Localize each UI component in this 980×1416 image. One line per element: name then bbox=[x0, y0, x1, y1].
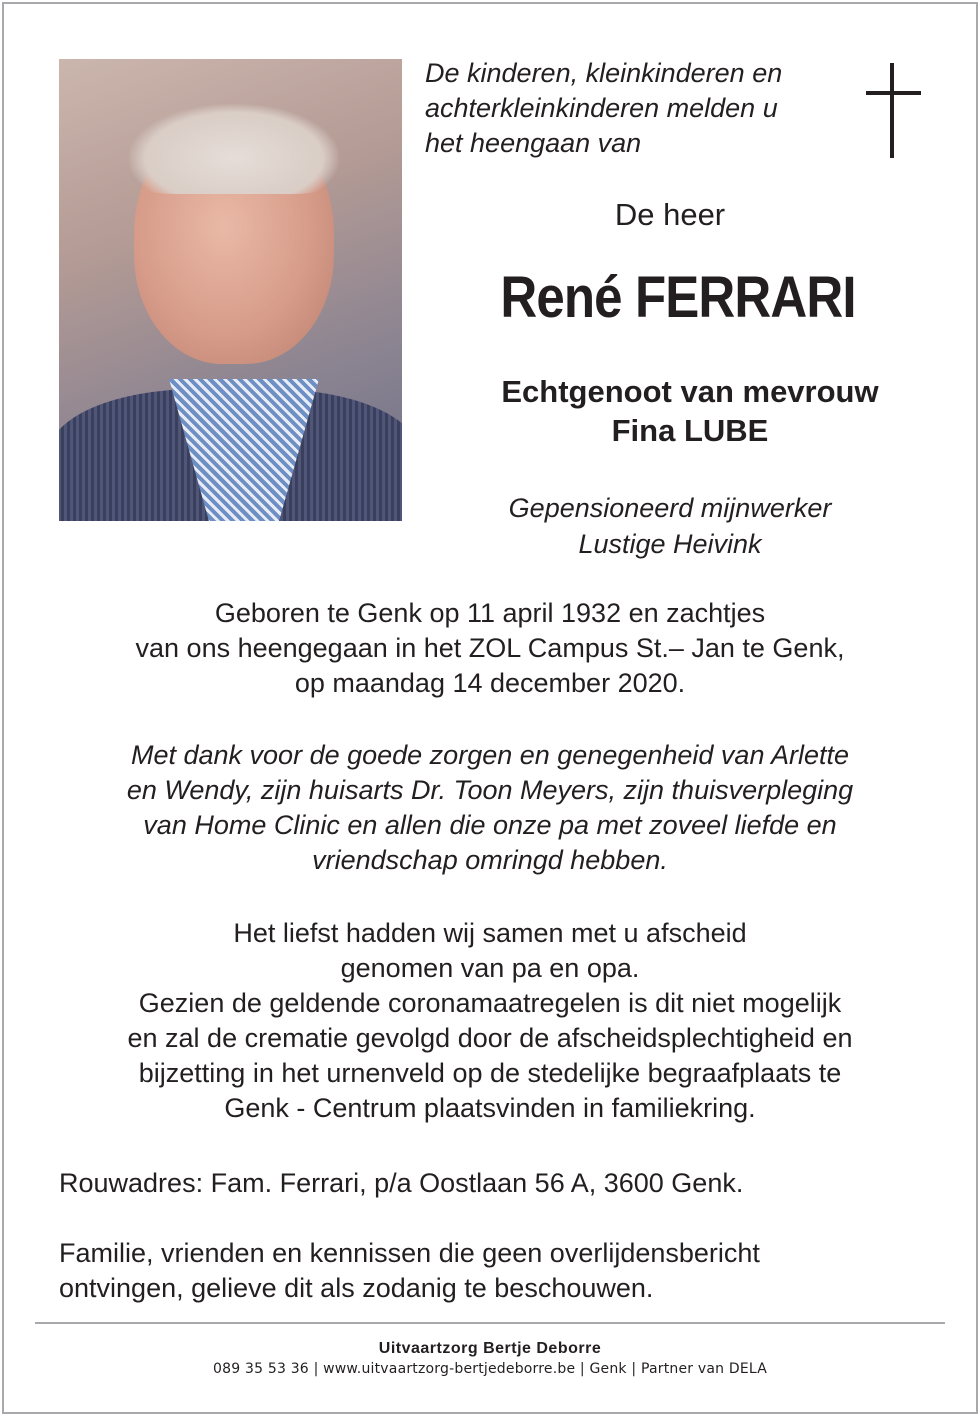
salutation: De heer bbox=[614, 197, 726, 232]
text-line: van ons heengegaan in het ZOL Campus St.– Jan te Genk, bbox=[135, 633, 845, 663]
spouse-name: Fina LUBE bbox=[611, 413, 769, 448]
cross-icon bbox=[866, 63, 921, 158]
text-line: Geboren te Genk op 11 april 1932 en zachtjes bbox=[214, 598, 766, 628]
text-line: ontvingen, gelieve dit als zodanig te beschouwen. bbox=[59, 1273, 654, 1303]
text-line: op maandag 14 december 2020. bbox=[294, 668, 686, 698]
intro-line: achterkleinkinderen melden u bbox=[425, 93, 778, 123]
spouse-info bbox=[420, 372, 960, 450]
text-line: Met dank voor de goede zorgen en genegenheid van Arlette bbox=[130, 740, 850, 770]
text-line: van Home Clinic en allen die onze pa met zoveel liefde en bbox=[143, 810, 837, 840]
text-line: genomen van pa en opa. bbox=[340, 953, 640, 983]
text-line: bijzetting in het urnenveld op de stedelijke begraafplaats te bbox=[138, 1058, 842, 1088]
deceased-name: René FERRARI bbox=[500, 265, 856, 330]
undertaker-contact: 089 35 53 36 | www.uitvaartzorg-bertjedeborre.be | Genk | Partner van DELA bbox=[213, 1361, 767, 1377]
portrait-photo bbox=[59, 59, 402, 521]
text-line: vriendschap omringd hebben. bbox=[312, 845, 668, 875]
thanks-text bbox=[40, 738, 940, 878]
text-line: en zal de crematie gevolgd door de afscheidsplechtigheid en bbox=[127, 1023, 853, 1053]
text-line: Het liefst hadden wij samen met u afscheid bbox=[233, 918, 747, 948]
text-line: Genk - Centrum plaatsvinden in familiekring. bbox=[224, 1093, 756, 1123]
occupation bbox=[450, 490, 890, 562]
undertaker-name: Uitvaartzorg Bertje Deborre bbox=[378, 1340, 602, 1357]
farewell-text bbox=[40, 916, 940, 1126]
text-line: Gezien de geldende coronamaatregelen is dit niet mogelijk bbox=[138, 988, 842, 1018]
spouse-line: Echtgenoot van mevrouw bbox=[501, 374, 879, 409]
intro-line: het heengaan van bbox=[425, 128, 642, 158]
occupation-line: Lustige Heivink bbox=[578, 529, 762, 559]
birth-death-text bbox=[40, 596, 940, 701]
notice-text bbox=[59, 1236, 939, 1306]
footer-divider bbox=[35, 1322, 945, 1324]
mourning-address: Rouwadres: Fam. Ferrari, p/a Oostlaan 56 A, 3600 Genk. bbox=[59, 1168, 744, 1198]
intro-line: De kinderen, kleinkinderen en bbox=[425, 58, 783, 88]
intro-text bbox=[425, 56, 845, 161]
text-line: en Wendy, zijn huisarts Dr. Toon Meyers, zijn thuisverpleging bbox=[126, 775, 854, 805]
occupation-line: Gepensioneerd mijnwerker bbox=[508, 493, 832, 523]
text-line: Familie, vrienden en kennissen die geen overlijdensbericht bbox=[59, 1238, 760, 1268]
